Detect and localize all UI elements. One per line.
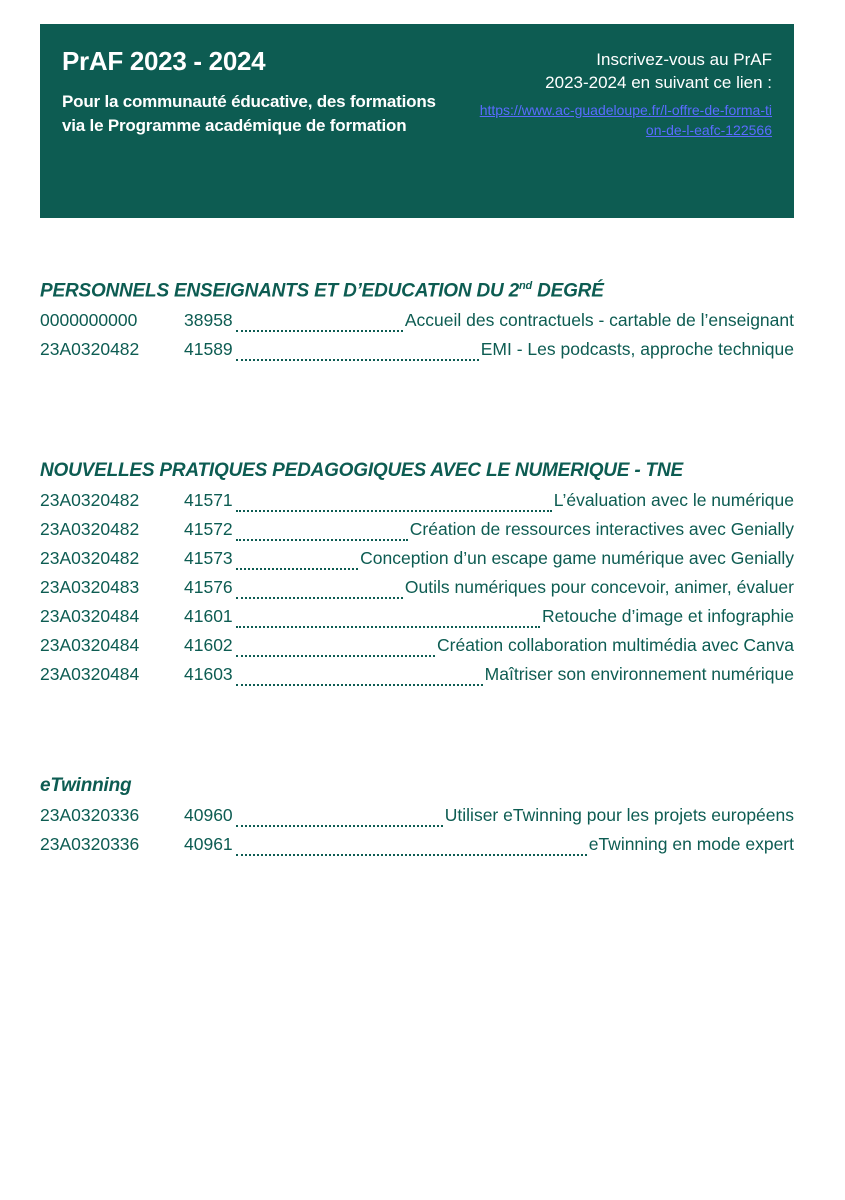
dot-leader	[236, 625, 540, 628]
list-item	[40, 519, 794, 548]
module-code: 23A0320336	[40, 834, 140, 854]
list-item	[40, 490, 794, 519]
module-title: Création collaboration multimédia avec Canva	[437, 635, 794, 655]
list-item	[40, 310, 794, 339]
signup-text-line2: 2023-2024 en suivant ce lien :	[545, 73, 772, 92]
module-number: 38958	[184, 310, 233, 331]
module-number: 41602	[184, 635, 233, 655]
list-item	[40, 548, 794, 577]
module-title: Retouche d’image et infographie	[542, 606, 794, 626]
list-item	[40, 664, 794, 693]
section-personnels	[40, 280, 794, 368]
section-heading	[40, 280, 794, 302]
page-title: PrAF 2023 - 2024	[62, 46, 266, 76]
module-title: EMI - Les podcasts, approche technique	[480, 339, 794, 360]
dot-leader	[236, 358, 479, 361]
module-code: 23A0320482	[40, 490, 140, 510]
module-title: eTwinning en mode expert	[588, 834, 794, 854]
signup-link[interactable]: https://www.ac-guadeloupe.fr/l-offre-de-forma-tion-de-l-eafc-122566	[479, 102, 772, 138]
module-number: 41589	[184, 339, 233, 360]
module-title: Maîtriser son environnement numérique	[484, 664, 794, 684]
module-code: 23A0320484	[40, 664, 140, 684]
dot-leader	[236, 538, 408, 541]
list-item	[40, 834, 794, 863]
dot-leader	[236, 509, 552, 512]
list-item	[40, 606, 794, 635]
dot-leader	[236, 853, 587, 856]
dot-leader	[236, 824, 443, 827]
dot-leader	[236, 567, 358, 570]
module-number: 41573	[184, 548, 233, 568]
module-code: 23A0320482	[40, 519, 140, 539]
dot-leader	[236, 596, 403, 599]
section-tne	[40, 460, 794, 693]
module-code: 23A0320336	[40, 805, 140, 825]
module-number: 41572	[184, 519, 233, 539]
module-number: 41601	[184, 606, 233, 626]
module-number: 41603	[184, 664, 233, 684]
module-title: Outils numériques pour concevoir, animer, évaluer	[404, 577, 794, 597]
section-etwinning	[40, 775, 794, 863]
module-title: Utiliser eTwinning pour les projets européens	[444, 805, 794, 825]
dot-leader	[236, 683, 483, 686]
header-banner	[40, 24, 794, 218]
module-code: 0000000000	[40, 310, 138, 331]
signup-text-line1: Inscrivez-vous au PrAF	[596, 50, 772, 69]
module-code: 23A0320482	[40, 548, 140, 568]
module-code: 23A0320484	[40, 606, 140, 626]
dot-leader	[236, 654, 435, 657]
list-item	[40, 339, 794, 368]
list-item	[40, 805, 794, 834]
section-heading-sup: nd	[518, 280, 533, 292]
section-heading: eTwinning	[40, 775, 132, 796]
module-number: 40960	[184, 805, 233, 825]
section-heading: NOUVELLES PRATIQUES PEDAGOGIQUES AVEC LE NUMERIQUE - TNE	[40, 460, 683, 481]
module-number: 40961	[184, 834, 233, 854]
section-heading-end: DEGRÉ	[532, 280, 604, 302]
list-item	[40, 635, 794, 664]
section-heading-text: PERSONNELS ENSEIGNANTS ET D’EDUCATION DU 2	[40, 280, 519, 302]
module-title: Création de ressources interactives avec Genially	[409, 519, 794, 539]
module-number: 41571	[184, 490, 233, 510]
module-title: L’évaluation avec le numérique	[553, 490, 794, 510]
module-number: 41576	[184, 577, 233, 597]
dot-leader	[236, 329, 403, 332]
list-item	[40, 577, 794, 606]
module-code: 23A0320484	[40, 635, 140, 655]
module-title: Conception d’un escape game numérique avec Genially	[360, 548, 794, 568]
page-subtitle: Pour la communauté éducative, des formations via le Programme académique de formation	[62, 92, 436, 135]
signup-block	[472, 48, 772, 140]
module-code: 23A0320482	[40, 339, 140, 360]
module-title: Accueil des contractuels - cartable de l’enseignant	[404, 310, 794, 331]
module-code: 23A0320483	[40, 577, 140, 597]
